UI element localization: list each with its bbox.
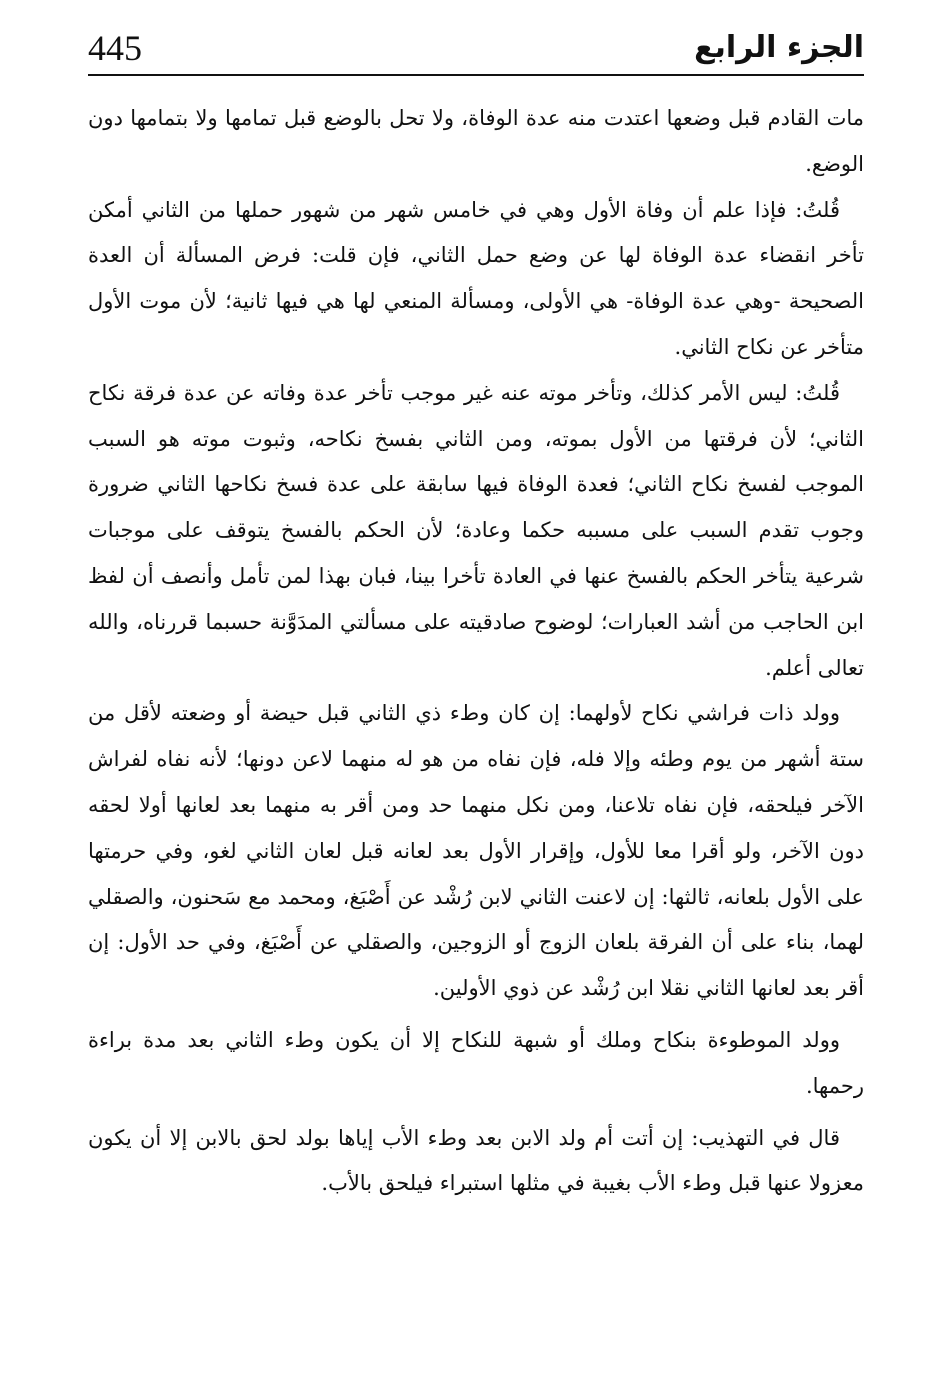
paragraph-walad-mawtuuah: وولد الموطوءة بنكاح وملك أو شبهة للنكاح إلا أن يكون وطء الثاني بعد مدة براءة رحمها. bbox=[88, 1027, 864, 1098]
page-header bbox=[88, 24, 864, 76]
page-number: 445 bbox=[88, 28, 142, 68]
running-title: الجزء الرابع bbox=[694, 30, 864, 65]
page-body bbox=[88, 96, 864, 1207]
paragraph-tahdhib: قال في التهذيب: إن أتت أم ولد الابن بعد وطء الأب إياها بولد لحق بالابن إلا أن يكون معزولا عنها قبل وطء الأب بغيبة في مثلها استبراء فيلحق بالأب. bbox=[88, 1125, 864, 1196]
paragraph-walad-firashi: وولد ذات فراشي نكاح لأولهما: إن كان وطء ذي الثاني قبل حيضة أو وضعته لأقل من ستة أشهر من يوم وطئه وإلا فله، فإن نفاه من هو له منهما لاعن دونها؛ لأنه نفاه لفراش الآخر فيلحقه، فإن نفاه تلاعنا، ومن نكل منهما حد ومن أقر به منهما بعد لعانها أولا لحقه دون الآخر، ولو أقرا معا للأول، وإقرار الأول بعد لعانه قبل لعان الثاني لغو، وفي حرمتها على الأول بلعانه، ثالثها: إن لاعنت الثاني لابن رُشْد عن أَصْبَغ، ومحمد مع سَحنون، والصقلي لهما، بناء على أن الفرقة بلعان الزوج أو الزوجين، والصقلي عن أَصْبَغ، وفي حد الأول: إن أقر بعد لعانها الثاني نقلا ابن رُشْد عن ذوي الأولين. bbox=[88, 701, 864, 1001]
paragraph-continuation: مات القادم قبل وضعها اعتدت منه عدة الوفاة، ولا تحل بالوضع قبل تمامها ولا بتمامها دون الوضع. bbox=[88, 106, 864, 176]
header-divider bbox=[88, 74, 864, 76]
paragraph-qultu-2: قُلتُ: ليس الأمر كذلك، وتأخر موته عنه غير موجب تأخر عدة وفاته عن عدة فرقة نكاح الثاني؛ لأن فرقتها من الأول بموته، ومن الثاني بفسخ نكاحه، وثبوت موته هو السبب الموجب لفسخ نكاح الثاني؛ فعدة الوفاة فيها سابقة على عدة فسخ نكاحها الثاني ضرورة وجوب تقدم السبب على مسببه حكما وعادة؛ لأن الحكم بالفسخ يتوقف على موجبات شرعية يتأخر الحكم بالفسخ عنها في العادة تأخرا بينا، فبان بهذا لمن تأمل وأنصف أن لفظ ابن الحاجب من أشد العبارات؛ لوضوح صادقيته على مسألتي المدَوَّنة حسبما قررناه، والله تعالى أعلم. bbox=[88, 380, 864, 680]
paragraph-qultu-1: قُلتُ: فإذا علم أن وفاة الأول وهي في خامس شهر من شهور حملها من الثاني أمكن تأخر انقضاء عدة الوفاة لها عن وضع حمل الثاني، فإن قلت: فرض المسألة أن العدة الصحيحة -وهي عدة الوفاة- هي الأولى، ومسألة المنعي لها هي فيها ثانية؛ لأن موت الأول متأخر عن نكاح الثاني. bbox=[88, 197, 864, 359]
